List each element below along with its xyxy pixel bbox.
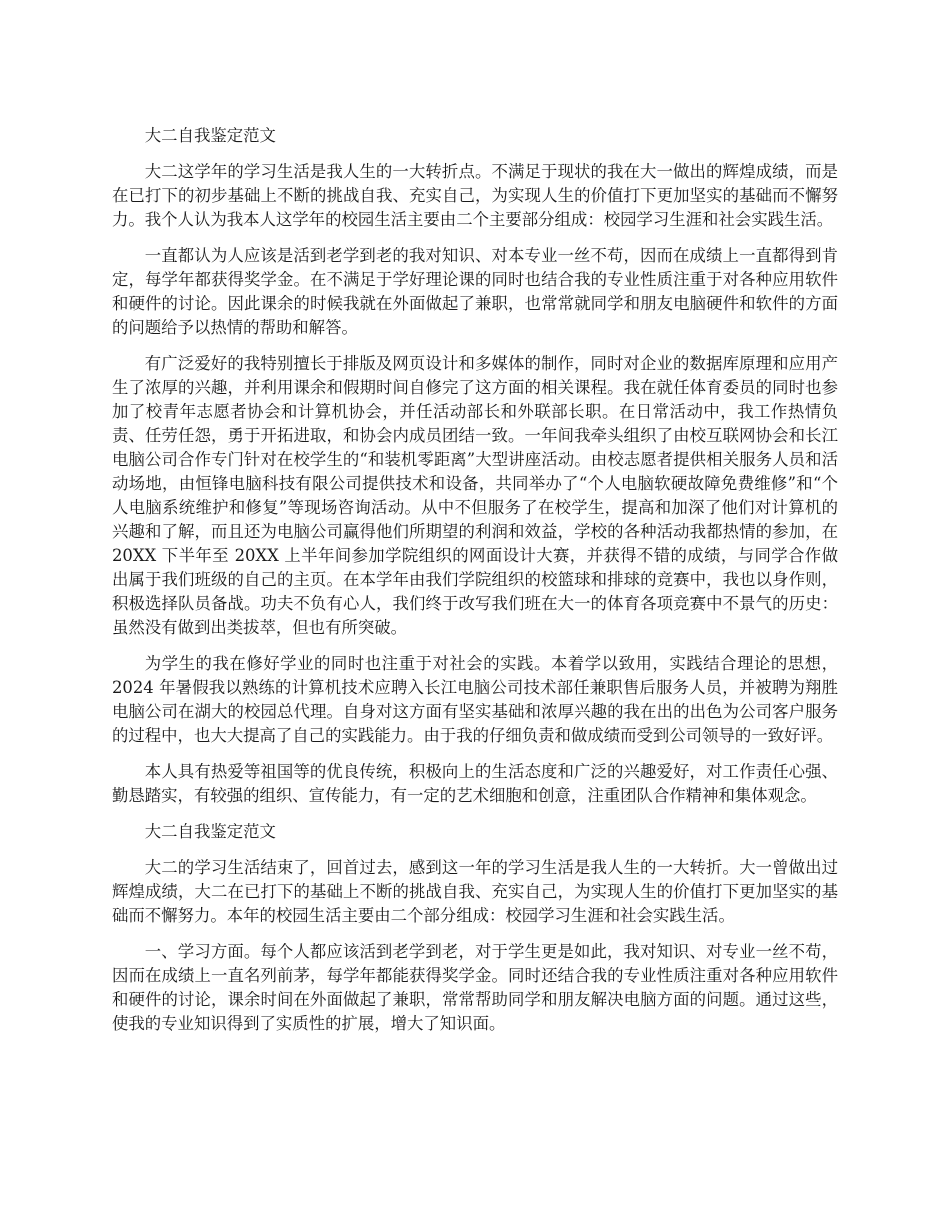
document-body — [112, 124, 838, 1048]
paragraph-practice: 为学生的我在修好学业的同时也注重于对社会的实践。本着学以致用，实践结合理论的思想，2024 年暑假我以熟练的计算机技术应聘入长江电脑公司技术部任兼职售后服务人员，并被聘为翔胜电脑公司在湖大的校园总代理。自身对这方面有坚实基础和浓厚兴趣的我在出的出色为公司客户服务的过程中，也大大提高了自己的实践能力。由于我的仔细负责和做成绩而受到公司领导的一致好评。 — [112, 654, 838, 745]
paragraph-intro: 大二这学年的学习生活是我人生的一大转折点。不满足于现状的我在大一做出的辉煌成绩，而是在已打下的初步基础上不断的挑战自我、充实自己，为实现人生的价值打下更加坚实的基础而不懈努力。我个人认为我本人这学年的校园生活主要由二个主要部分组成：校园学习生涯和社会实践生活。 — [112, 162, 838, 229]
paragraph-study: 一直都认为人应该是活到老学到老的我对知识、对本专业一丝不苟，因而在成绩上一直都得到肯定，每学年都获得奖学金。在不满足于学好理论课的同时也结合我的专业性质注重于对各种应用软件和硬件的讨论。因此课余的时候我就在外面做起了兼职，也常常就同学和朋友电脑硬件和软件的方面的问题给予以热情的帮助和解答。 — [112, 246, 838, 337]
section-title-second: 大二自我鉴定范文 — [144, 822, 276, 841]
paragraph-learning: 一、学习方面。每个人都应该活到老学到老，对于学生更是如此，我对知识、对专业一丝不苟，因而在成绩上一直名列前茅，每学年都能获得奖学金。同时还结合我的专业性质注重对各种应用软件和硬件的讨论，课余时间在外面做起了兼职，常常帮助同学和朋友解决电脑方面的问题。通过这些，使我的专业知识得到了实质性的扩展，增大了知识面。 — [112, 942, 838, 1033]
paragraph-activities: 有广泛爱好的我特别擅长于排版及网页设计和多媒体的制作，同时对企业的数据库原理和应用产生了浓厚的兴趣，并利用课余和假期时间自修完了这方面的相关课程。我在就任体育委员的同时也参加了校青年志愿者协会和计算机协会，并任活动部长和外联部长职。在日常活动中，我工作热情负责、任劳任怨，勇于开拓进取，和协会内成员团结一致。一年间我牵头组织了由校互联网协会和长江电脑公司合作专门针对在校学生的“和装机零距离”大型讲座活动。由校志愿者提供相关服务人员和活动场地，由恒锋电脑科技有限公司提供技术和设备，共同举办了“个人电脑软硬故障免费维修”和“个人电脑系统维护和修复”等现场咨询活动。从中不但服务了在校学生，提高和加深了他们对计算机的兴趣和了解，而且还为电脑公司赢得他们所期望的利润和效益，学校的各种活动我都热情的参加，在 20XX 下半年至 20XX 上半年间参加学院组织的网面设计大赛，并获得不错的成绩，与同学合作做出属于我们班级的自己的主页。在本学年由我们学院组织的校篮球和排球的竞赛中，我也以身作则，积极选择队员备战。功夫不负有心人，我们终于改写我们班在大一的体育各项竞赛中不景气的历史：虽然没有做到出类拔萃，但也有所突破。 — [112, 354, 838, 637]
paragraph-second-intro: 大二的学习生活结束了，回首过去，感到这一年的学习生活是我人生的一大转折。大一曾做出过辉煌成绩，大二在已打下的基础上不断的挑战自我、充实自己，为实现人生的价值打下更加坚实的基础而不懈努力。本年的校园生活主要由二个部分组成：校园学习生涯和社会实践生活。 — [112, 858, 838, 925]
document-title: 大二自我鉴定范文 — [144, 126, 276, 145]
paragraph-character: 本人具有热爱等祖国等的优良传统，积极向上的生活态度和广泛的兴趣爱好，对工作责任心强、勤恳踏实，有较强的组织、宣传能力，有一定的艺术细胞和创意，注重团队合作精神和集体观念。 — [112, 762, 838, 805]
